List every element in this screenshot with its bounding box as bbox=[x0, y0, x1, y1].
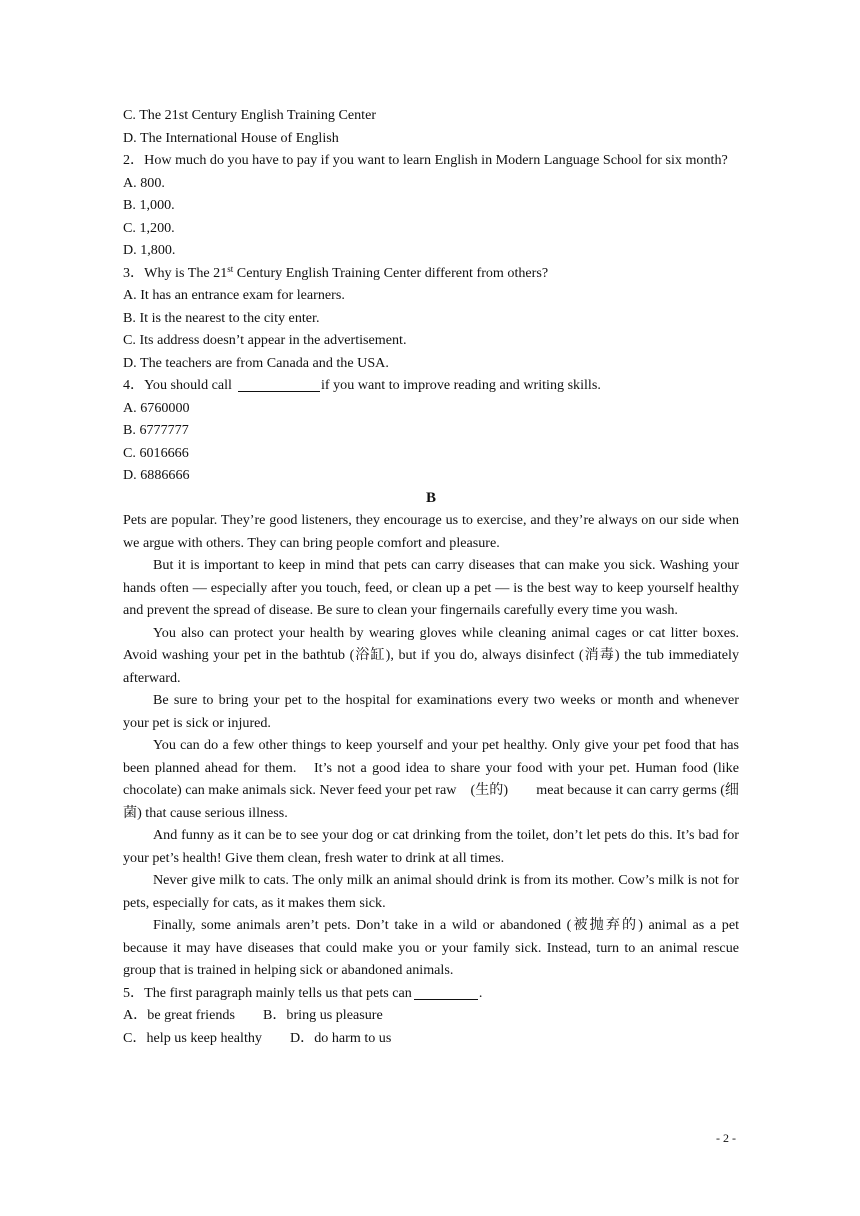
q5-answer-blank bbox=[414, 985, 478, 1000]
q5-option-d: D．do harm to us bbox=[289, 1029, 392, 1046]
passage-paragraph: And funny as it can be to see your dog or cat drinking from the toilet, don’t let pets do this. It’s bad for your pet’s health! Give them clean, fresh water to drink at all times. bbox=[123, 827, 739, 866]
section-b-heading: B bbox=[425, 489, 436, 506]
q3-option-c: C. Its address doesn’t appear in the advertisement. bbox=[123, 332, 407, 348]
passage-paragraph: You can do a few other things to keep yourself and your pet healthy. Only give your pet food that has been planned ahead for them. It’s not a good idea to share your food with your pet. Human food (like chocolate) can make animals sick. Never feed your pet raw (生的) meat because it can carry germs (细菌) that cause serious illness. bbox=[123, 737, 739, 821]
page-number: - 2 - bbox=[716, 1131, 736, 1145]
passage-paragraph: Never give milk to cats. The only milk an animal should drink is from its mother. Cow’s milk is not for pets, especially for cats, as it makes them sick. bbox=[123, 872, 739, 911]
q3-option-d: D. The teachers are from Canada and the USA. bbox=[123, 354, 389, 371]
q5-stem bbox=[123, 982, 739, 1005]
q3-option-b: B. It is the nearest to the city enter. bbox=[123, 309, 320, 326]
q2-option-b: B. 1,000. bbox=[123, 197, 175, 213]
passage-paragraph: But it is important to keep in mind that pets can carry diseases that can make you sick. Washing your hands often — especially after you touch, feed, or clean up a pet — is the best way to keep yourself healthy and prevent the spread of disease. Be sure to clean your fingernails carefully every time you wash. bbox=[123, 557, 739, 618]
q1-option-d: D. The International House of English bbox=[123, 129, 339, 146]
q3-stem-before: 3．Why is The 21 bbox=[123, 264, 228, 281]
q4-option-a: A. 6760000 bbox=[123, 399, 190, 416]
passage-paragraph: Pets are popular. They’re good listeners, they encourage us to exercise, and they’re always on our side when we argue with others. They can bring people comfort and pleasure. bbox=[123, 512, 739, 551]
q4-option-b: B. 6777777 bbox=[123, 422, 189, 438]
q5-option-c: C．help us keep healthy bbox=[123, 1029, 262, 1046]
q4-stem bbox=[123, 374, 739, 397]
q5-stem-before: 5．The first paragraph mainly tells us that pets can bbox=[123, 984, 412, 1001]
q5-option-a: A．be great friends bbox=[123, 1007, 235, 1023]
q3-stem-superscript: st bbox=[227, 263, 234, 274]
passage-paragraph: You also can protect your health by wearing gloves while cleaning animal cages or cat litter boxes. Avoid washing your pet in the bathtub (浴缸), but if you do, always disinfect (消毒) the tub immediately afterward. bbox=[123, 624, 739, 686]
q4-option-c: C. 6016666 bbox=[123, 444, 189, 461]
q2-stem: 2．How much do you have to pay if you want to learn English in Modern Language School for six month? bbox=[123, 152, 728, 168]
q4-option-d: D. 6886666 bbox=[123, 467, 190, 483]
q5-stem-after: . bbox=[478, 984, 483, 1001]
q2-option-a: A. 800. bbox=[123, 174, 165, 191]
q5-option-b: B．bring us pleasure bbox=[262, 1007, 383, 1023]
q3-option-a: A. It has an entrance exam for learners. bbox=[123, 287, 345, 303]
q2-option-d: D. 1,800. bbox=[123, 242, 176, 258]
q3-stem-after: Century English Training Center different from others? bbox=[233, 264, 549, 281]
q4-stem-after: if you want to improve reading and writing skills. bbox=[320, 377, 601, 393]
q4-stem-before: 4．You should call bbox=[123, 377, 232, 393]
q4-answer-blank bbox=[238, 377, 320, 392]
q2-option-c: C. 1,200. bbox=[123, 219, 175, 236]
q3-stem bbox=[123, 262, 739, 285]
q5-options-row-2 bbox=[123, 1027, 739, 1050]
passage-paragraph: Finally, some animals aren’t pets. Don’t take in a wild or abandoned (被抛弃的) animal as a pet because it may have diseases that could make you or your family sick. Instead, turn to an animal rescue group that is trained in helping sick or abandoned animals. bbox=[123, 917, 739, 978]
passage-paragraph: Be sure to bring your pet to the hospital for examinations every two weeks or month and whenever your pet is sick or injured. bbox=[123, 692, 739, 731]
q1-option-c: C. The 21st Century English Training Center bbox=[123, 107, 377, 123]
q5-options-row-1 bbox=[123, 1004, 739, 1027]
